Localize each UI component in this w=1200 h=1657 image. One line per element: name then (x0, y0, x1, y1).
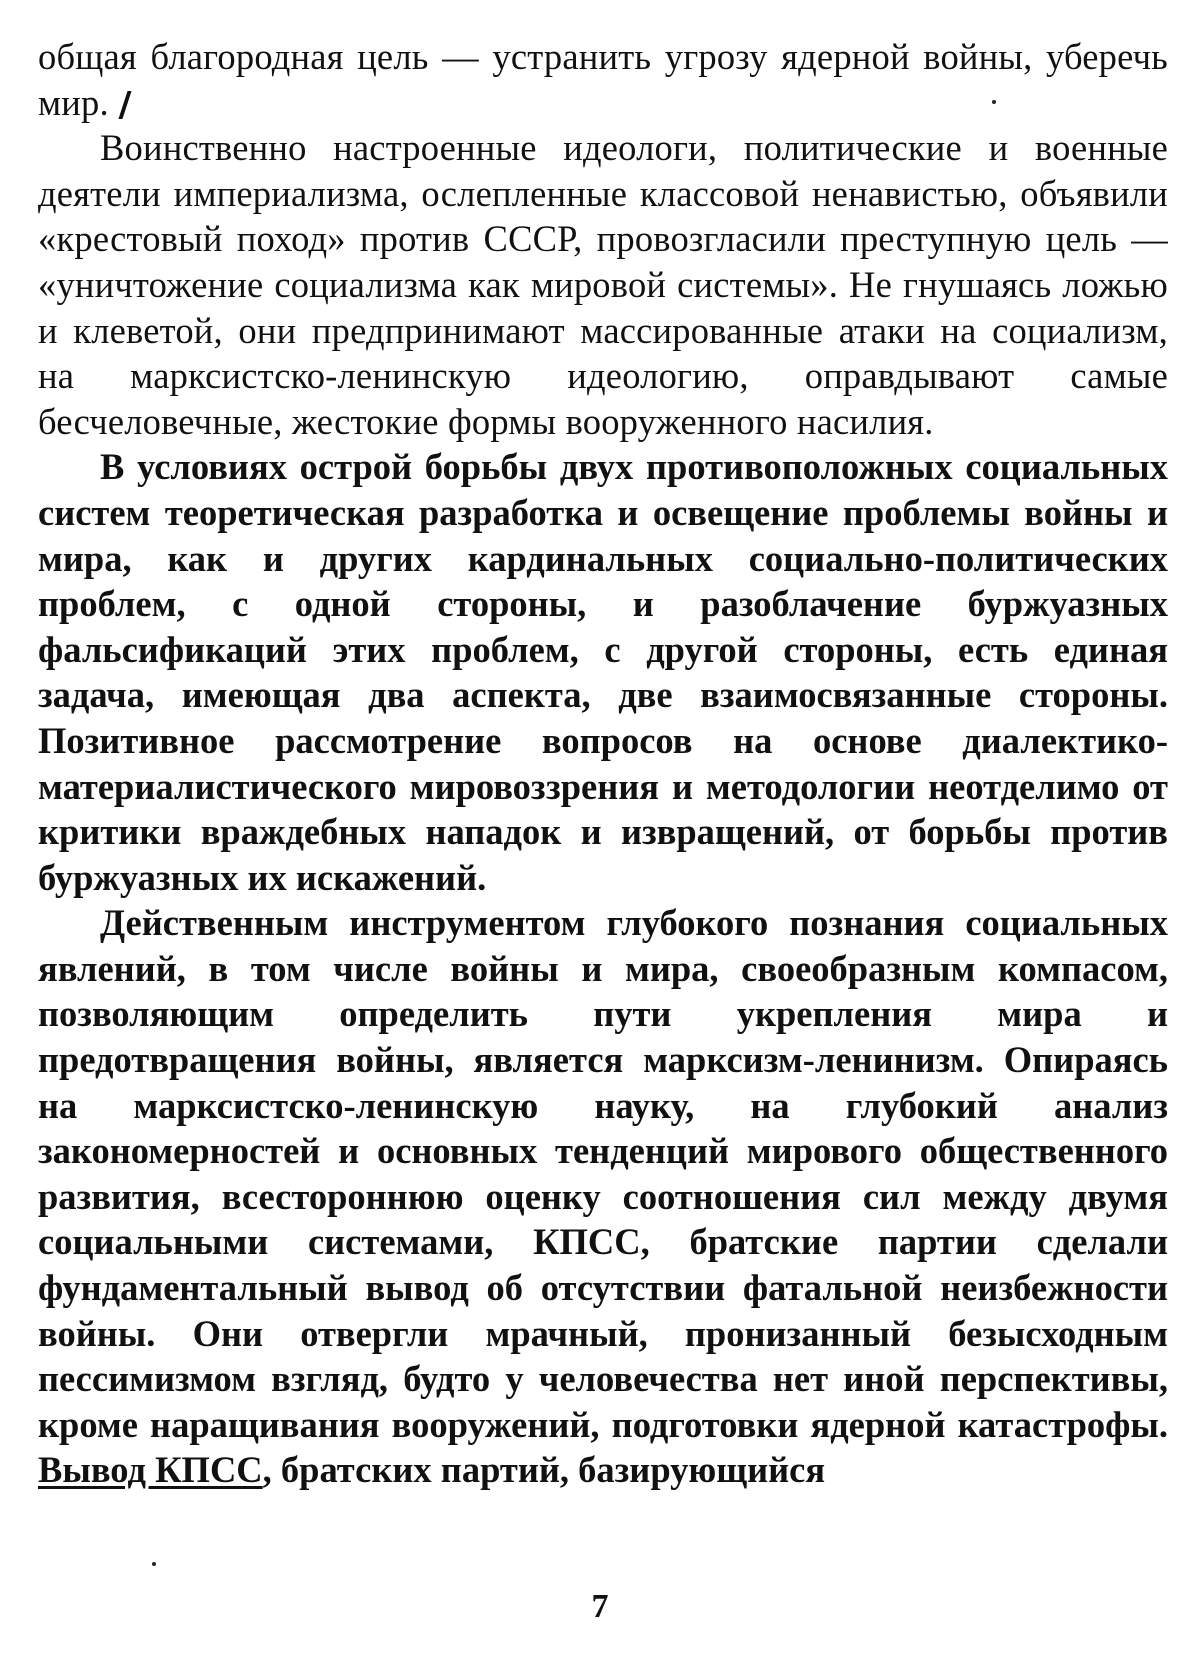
page-number: 7 (591, 1588, 609, 1625)
paragraph-1 (38, 34, 1168, 125)
paragraph-4-text: Действенным инструментом глубокого познания социальных явлений, в том числе войны и мира, своеобразным компасом, позволяющим определить пути укрепления мира и предотвращения войны, является марксизм-ленинизм. Опираясь на марксистско-ленинскую науку, на глубокий анализ закономерностей и основных тенденций мирового общественного развития, всестороннюю оценку соотношения сил между двумя социальными системами, КПСС, братские партии сделали фундаментальный вывод об отсутствии фатальной неизбежности войны. Они отвергли мрачный, пронизанный безысходным пессимизмом взгляд, будто у человечества нет иной перспективы, кроме наращивания вооружений, подготовки ядерной катастрофы. (38, 902, 1168, 1445)
page-body (38, 34, 1168, 1493)
paragraph-1-text: общая благородная цель — устранить угрозу ядерной войны, уберечь мир. (38, 36, 1168, 123)
paragraph-3: В условиях острой борьбы двух противоположных социальных систем теоретическая разработка и освещение проблемы войны и мира, как и других кардинальных социально-политических проблем, с одной стороны, и разоблачение буржуазных фальсификаций этих проблем, с другой стороны, есть единая задача, имеющая два аспекта, две взаимосвязанные стороны. Позитивное рассмотрение вопросов на основе диалектико-материалистического мировоззрения и методологии неотделимо от критики враждебных нападок и извращений, от борьбы против буржуазных их искажений. (38, 446, 1168, 898)
underlined-phrase: Вывод КПСС (38, 1449, 263, 1491)
paragraph-4-tail: , братских партий, базирующийся (262, 1449, 826, 1491)
scan-speck (152, 1562, 156, 1566)
scan-speck (992, 100, 996, 104)
paragraph-4 (38, 900, 1168, 1493)
paragraph-2: Воинственно настроенные идеологи, политические и военные деятели империализма, ослепленные классовой ненавистью, объявили «крестовый поход» против СССР, провозгласили преступную цель — «уничтожение социализма как мировой системы». Не гнушаясь ложью и клеветой, они предпринимают массированные атаки на социализм, на марксистско-ленинскую идеологию, оправдывают самые бесчеловечные, жестокие формы вооруженного насилия. (38, 127, 1168, 442)
handwritten-slash-mark (118, 91, 131, 119)
